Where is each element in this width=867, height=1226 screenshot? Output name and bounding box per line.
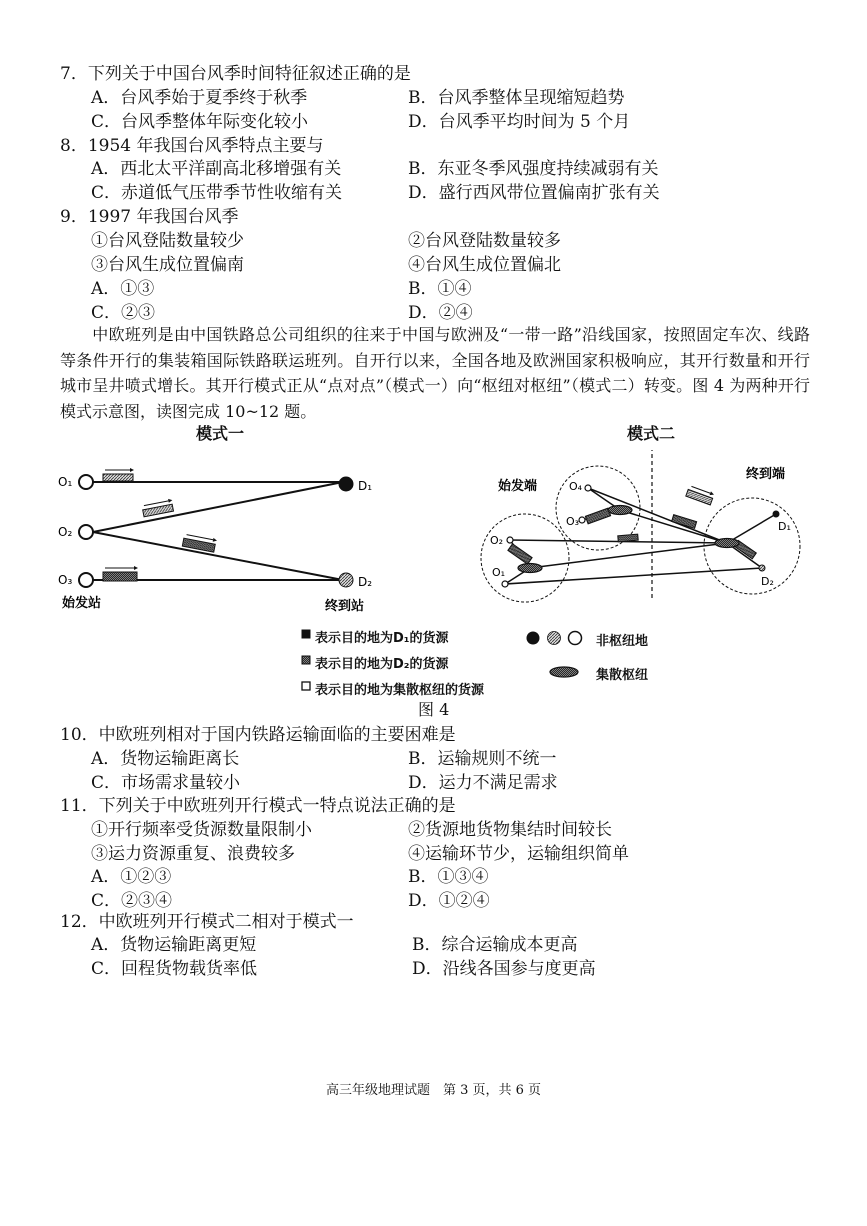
- mode1-node-o1: [79, 475, 93, 489]
- q9-option-d: D．②④: [408, 303, 473, 323]
- q12-option-d: D．沿线各国参与度更高: [412, 959, 596, 979]
- mode1-route-o2-d1: [93, 482, 343, 532]
- mode2-distribute-d1: [727, 514, 776, 543]
- q12-option-c: C．回程货物载货率低: [91, 959, 258, 979]
- legend-nonhub-hatched: [548, 632, 561, 645]
- mode2-node-o4: [585, 485, 591, 491]
- mode1-node-d2: [339, 573, 353, 587]
- q11-option-a: A．①②③: [91, 867, 172, 887]
- q10-option-b: B．运输规则不统一: [408, 749, 557, 769]
- page-footer: 高三年级地理试题 第 3 页，共 6 页: [325, 1083, 542, 1098]
- mode2-label-d2: D₂: [761, 575, 774, 588]
- train-icon: [103, 566, 138, 581]
- mode2-node-d1: [773, 511, 779, 517]
- q7-option-c: C．台风季整体年际变化较小: [91, 112, 309, 132]
- mode1-end-station: 终到站: [325, 599, 365, 614]
- train-icon: [618, 534, 638, 542]
- q11-statement-4: ④运输环节少，运输组织简单: [408, 844, 629, 864]
- mode2-hub-origin-lower: [518, 564, 542, 573]
- mode2-node-o1: [502, 581, 508, 587]
- mode2-label-d1: D₁: [778, 520, 791, 533]
- legend-hub-text: 表示目的地为集散枢纽的货源: [315, 683, 485, 698]
- q11-option-b: B．①③④: [408, 867, 489, 887]
- q9-option-a: A．①③: [91, 279, 155, 299]
- legend-d1-swatch: [302, 630, 310, 638]
- intro-paragraph: [60, 322, 810, 424]
- legend-nonhub-text: 非枢纽地: [596, 634, 649, 649]
- mode2-diagram: [481, 450, 800, 602]
- mode1-node-o2: [79, 525, 93, 539]
- q9-statement-1: ①台风登陆数量较少: [91, 231, 244, 251]
- q12-option-a: A．货物运输距离更短: [91, 935, 257, 955]
- q9-statement-3: ③台风生成位置偏南: [91, 255, 244, 275]
- q11-statement-3: ③运力资源重复、浪费较多: [91, 844, 295, 864]
- q11-stem: 11．下列关于中欧班列开行模式一特点说法正确的是: [60, 796, 456, 816]
- mode2-end-end: 终到端: [746, 467, 786, 482]
- q10-option-c: C．市场需求量较小: [91, 773, 241, 793]
- q9-option-c: C．②③: [91, 303, 156, 323]
- mode1-start-station: 始发站: [62, 596, 102, 611]
- q11-option-d: D．①②④: [408, 891, 490, 911]
- mode1-title: 模式一: [196, 424, 245, 443]
- mode2-node-o2: [507, 537, 513, 543]
- train-icon: [103, 468, 134, 481]
- train-icon: [585, 508, 610, 524]
- mode2-label-o2: O₂: [490, 534, 504, 547]
- mode2-hub-destination: [715, 539, 739, 548]
- legend-nonhub-black: [527, 632, 540, 645]
- mode1-label-o3: O₃: [58, 573, 73, 587]
- q7-stem: 7．下列关于中国台风季时间特征叙述正确的是: [60, 64, 411, 84]
- legend-nonhub-white: [569, 632, 582, 645]
- mode1-label-d2: D₂: [358, 575, 373, 589]
- q8-option-c: C．赤道低气压带季节性收缩有关: [91, 183, 343, 203]
- q8-option-d: D．盛行西风带位置偏南扩张有关: [408, 183, 660, 203]
- legend-hub-swatch: [302, 682, 310, 690]
- mode2-node-o3: [579, 517, 585, 523]
- q12-stem: 12．中欧班列开行模式二相对于模式一: [60, 912, 354, 932]
- legend-d2-swatch: [302, 656, 310, 664]
- train-icon: [686, 484, 715, 505]
- q9-statement-4: ④台风生成位置偏北: [408, 255, 561, 275]
- q8-option-b: B．东亚冬季风强度持续减弱有关: [408, 159, 659, 179]
- legend-hubnode-text: 集散枢纽: [596, 668, 649, 683]
- intro-text: 中欧班列是由中国铁路总公司组织的往来于中国与欧洲及“一带一路”沿线国家，按照固定车次、线路等条件开行的集装箱国际铁路联运班列。自开行以来，全国各地及欧洲国家积极响应，其开行数量和开行城市呈井喷式增长。其开行模式正从“点对点”（模式一）向“枢纽对枢纽”（模式二）转变。图 4 为两种开行模式示意图，读图完成 10~12 题。: [60, 325, 810, 421]
- train-icon: [142, 498, 175, 517]
- q11-statement-1: ①开行频率受货源数量限制小: [91, 820, 312, 840]
- q11-statement-2: ②货源地货物集结时间较长: [408, 820, 612, 840]
- mode2-hub-origin-upper: [608, 506, 632, 515]
- q7-option-d: D．台风季平均时间为 5 个月: [408, 112, 631, 132]
- mode2-title: 模式二: [627, 424, 676, 443]
- mode2-label-o4: O₄: [569, 480, 583, 493]
- q10-stem: 10．中欧班列相对于国内铁路运输面临的主要困难是: [60, 725, 456, 745]
- mode1-node-o3: [79, 573, 93, 587]
- mode1-label-o2: O₂: [58, 525, 73, 539]
- q9-statement-2: ②台风登陆数量较多: [408, 231, 561, 251]
- legend-d1-text: 表示目的地为D₁的货源: [315, 631, 449, 646]
- legend-hub-ellipse: [550, 667, 578, 677]
- q9-stem: 9．1997 年我国台风季: [60, 207, 239, 227]
- mode1-label-o1: O₁: [58, 475, 73, 489]
- mode1-diagram: [58, 468, 372, 614]
- q9-option-b: B．①④: [408, 279, 472, 299]
- q8-option-a: A．西北太平洋副高北移增强有关: [91, 159, 342, 179]
- mode2-node-d2: [759, 565, 765, 571]
- q11-option-c: C．②③④: [91, 891, 173, 911]
- q8-stem: 8．1954 年我国台风季特点主要与: [60, 136, 324, 156]
- q10-option-d: D．运力不满足需求: [408, 773, 558, 793]
- q7-option-a: A．台风季始于夏季终于秋季: [91, 88, 308, 108]
- q10-option-a: A．货物运输距离长: [91, 749, 240, 769]
- legend-d2-text: 表示目的地为D₂的货源: [315, 657, 449, 672]
- mode2-label-o1: O₁: [492, 566, 506, 579]
- mode1-node-d1: [339, 477, 353, 491]
- q12-option-b: B．综合运输成本更高: [412, 935, 578, 955]
- mode2-start-end: 始发端: [498, 479, 538, 494]
- q7-option-b: B．台风季整体呈现缩短趋势: [408, 88, 625, 108]
- mode1-label-d1: D₁: [358, 479, 373, 493]
- mode2-route-o1-d2: [505, 568, 762, 584]
- figure-caption: 图 4: [418, 700, 450, 719]
- train-icon: [508, 544, 532, 564]
- mode2-trunk-lower: [530, 543, 727, 568]
- mode2-label-o3: O₃: [566, 515, 580, 528]
